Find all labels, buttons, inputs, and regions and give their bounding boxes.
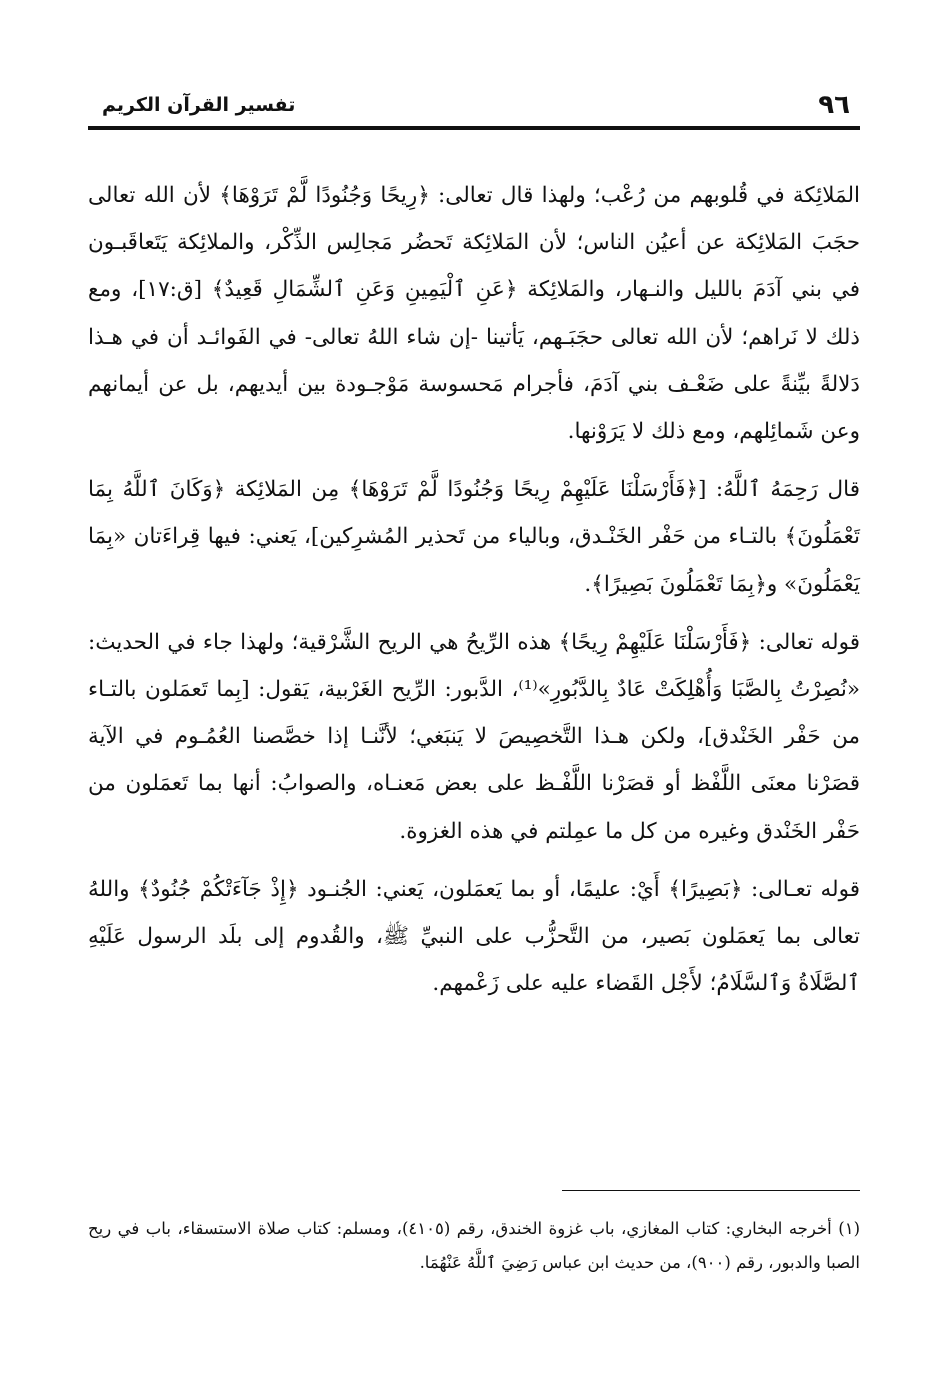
paragraph: قوله تعـالى: ﴿بَصِيرًا﴾ أَيْ: عليمًا، أو بما يَعمَلون، يَعني: الجُنـود ﴿إِذْ جَآءَتْكُمْ جُنُودٌ﴾ واللهُ تعالى بما يَعمَلون بَصير، من التَّحزُّب على النبيِّ ﷺ، والقُدوم إلى بلَد الرسول عَلَيْهِ ٱلصَّلَاةُ وَٱلسَّلَامُ؛ لأَجْل القَضاء عليه على زَعْمهم. (88, 876, 860, 997)
paragraph: المَلائِكة في قُلوبهم من رُعْب؛ ولهذا قال تعالى: ﴿رِيحًا وَجُنُودًا لَّمْ تَرَوْهَا﴾ لأن الله تعالى حجَبَ المَلائِكة عن أعيُن الناس؛ لأن المَلائِكة تَحضُر مَجالِس الذِّكْر، والملائِكة يَتَعاقَبـون في بني آدَمَ بالليل والنـهار، والمَلائِكة ﴿عَنِ ٱلْيَمِينِ وَعَنِ ٱلشِّمَالِ قَعِيدٌ﴾ [ق:١٧]، ومع ذلك لا نَراهم؛ لأن الله تعالى حجَبَـهم، يَأتينا -إن شاء اللهُ تعالى- في الفَوائـد أن في هـذا دَلالةً بيِّنةً على ضَعْـف بني آدَمَ، فأجرام مَحسوسة مَوْجـودة بين أيديهم، بل عن أيمانهم وعن شَمائِلهم، ومع ذلك لا يَرَوْنها. (88, 183, 860, 445)
page-number: ٩٦ (818, 90, 850, 120)
footnote: (١) أخرجه البخاري: كتاب المغازي، باب غزوة الخندق، رقم (٤١٠٥)، ومسلم: كتاب صلاة الاستسقاء، باب في ريح الصبا والدبور، رقم (٩٠٠)، من حديث ابن عباس رَضِيَ ٱللَّهُ عَنْهُمَا. (88, 1219, 860, 1272)
footnote-divider (562, 1190, 860, 1191)
page-header (88, 84, 860, 130)
paragraph: قوله تعالى: ﴿فَأَرْسَلْنَا عَلَيْهِمْ رِيحًا﴾ هذه الرِّيحُ هي الريح الشَّرْقية؛ ولهذا جاء في الحديث: «نُصِرْتُ بِالصَّبَا وَأُهْلِكَتْ عَادٌ بِالدَّبُورِ»⁽¹⁾، الدَّبور: الرِّيح الغَرْبية، يَقول: [بِما تَعمَلون بالتـاء من حَفْر الخَنْدق]، ولكن هـذا التَّخصِيصَ لا يَنبَغي؛ لأنَّنـا إذا خصَّصنا العُمُـوم في الآية قصَرْنا معنَى اللَّفْظ أو قصَرْنا اللَّفْـظ على بعض مَعنـاه، والصوابُ: أنها بما تَعمَلون من حَفْر الخَنْدق وغيره من كل ما عمِلتم في هذه الغزوة. (88, 629, 860, 844)
running-title: تفسير القرآن الكريم (102, 94, 296, 116)
main-text (88, 172, 860, 1007)
paragraph: قال رَحِمَهُ ٱللَّهُ: [﴿فَأَرْسَلْنَا عَلَيْهِمْ رِيحًا وَجُنُودًا لَّمْ تَرَوْهَا﴾ مِن المَلائِكة ﴿وَكَانَ ٱللَّهُ بِمَا تَعْمَلُونَ﴾ بالتـاء من حَفْر الخَنْـدق، وبالياء من تَحذير المُشرِكين]، يَعني: فيها قِراءَتان «بِمَا يَعْمَلُونَ» و﴿بِمَا تَعْمَلُونَ بَصِيرًا﴾. (88, 477, 860, 597)
header-divider (88, 126, 860, 130)
